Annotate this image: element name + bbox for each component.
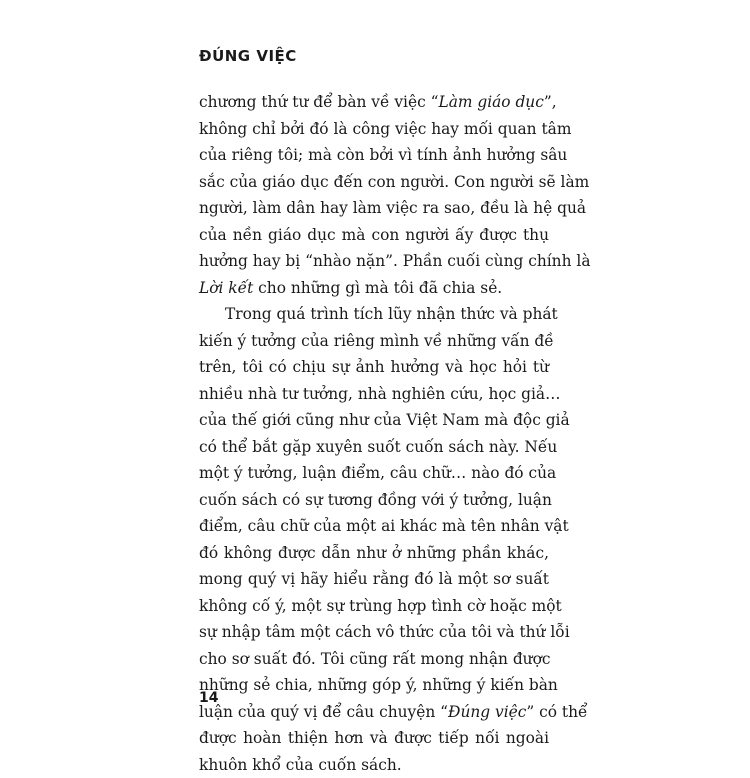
text-line: không cố ý, một sự trùng hợp tình cờ hoặc một: [199, 593, 549, 620]
italic-title: Đúng việc: [448, 703, 526, 721]
paragraph: [199, 89, 549, 301]
text-line: sắc của giáo dục đến con người. Con người sẽ làm: [199, 169, 549, 196]
text-line: người, làm dân hay làm việc ra sao, đều là hệ quả: [199, 195, 549, 222]
text-line: có thể bắt gặp xuyên suốt cuốn sách này. Nếu: [199, 434, 549, 461]
italic-title: Lời kết: [199, 279, 253, 297]
paragraph: [199, 301, 549, 778]
text-line: Trong quá trình tích lũy nhận thức và phát: [199, 301, 549, 328]
text-line: trên, tôi có chịu sự ảnh hưởng và học hỏi từ: [199, 354, 549, 381]
text-line: cho sơ suất đó. Tôi cũng rất mong nhận được: [199, 646, 549, 673]
text-line: của thế giới cũng như của Việt Nam mà độc giả: [199, 407, 549, 434]
text-line: đó không được dẫn như ở những phần khác,: [199, 540, 549, 567]
text-line: nhiều nhà tư tưởng, nhà nghiên cứu, học giả…: [199, 381, 549, 408]
running-head: ĐÚNG VIỆC: [199, 47, 297, 65]
text-line: cuốn sách có sự tương đồng với ý tưởng, luận: [199, 487, 549, 514]
text-line: chương thứ tư để bàn về việc “Làm giáo dục”,: [199, 89, 549, 116]
text-line: kiến ý tưởng của riêng mình về những vấn đề: [199, 328, 549, 355]
italic-title: Làm giáo dục: [438, 93, 543, 111]
page-number: 14: [199, 690, 218, 706]
text-line: luận của quý vị để câu chuyện “Đúng việc” có thể: [199, 699, 549, 726]
text-line: những sẻ chia, những góp ý, những ý kiến bàn: [199, 672, 549, 699]
text-line: không chỉ bởi đó là công việc hay mối quan tâm: [199, 116, 549, 143]
text-line: khuôn khổ của cuốn sách.: [199, 752, 549, 778]
text-line: điểm, câu chữ của một ai khác mà tên nhân vật: [199, 513, 549, 540]
text-line: Lời kết cho những gì mà tôi đã chia sẻ.: [199, 275, 549, 302]
text-line: của riêng tôi; mà còn bởi vì tính ảnh hưởng sâu: [199, 142, 549, 169]
text-line: của nền giáo dục mà con người ấy được thụ: [199, 222, 549, 249]
text-line: mong quý vị hãy hiểu rằng đó là một sơ suất: [199, 566, 549, 593]
body-text: [199, 89, 549, 778]
text-line: một ý tưởng, luận điểm, câu chữ… nào đó của: [199, 460, 549, 487]
text-line: sự nhập tâm một cách vô thức của tôi và thứ lỗi: [199, 619, 549, 646]
text-line: được hoàn thiện hơn và được tiếp nối ngoài: [199, 725, 549, 752]
text-line: hưởng hay bị “nhào nặn”. Phần cuối cùng chính là: [199, 248, 549, 275]
